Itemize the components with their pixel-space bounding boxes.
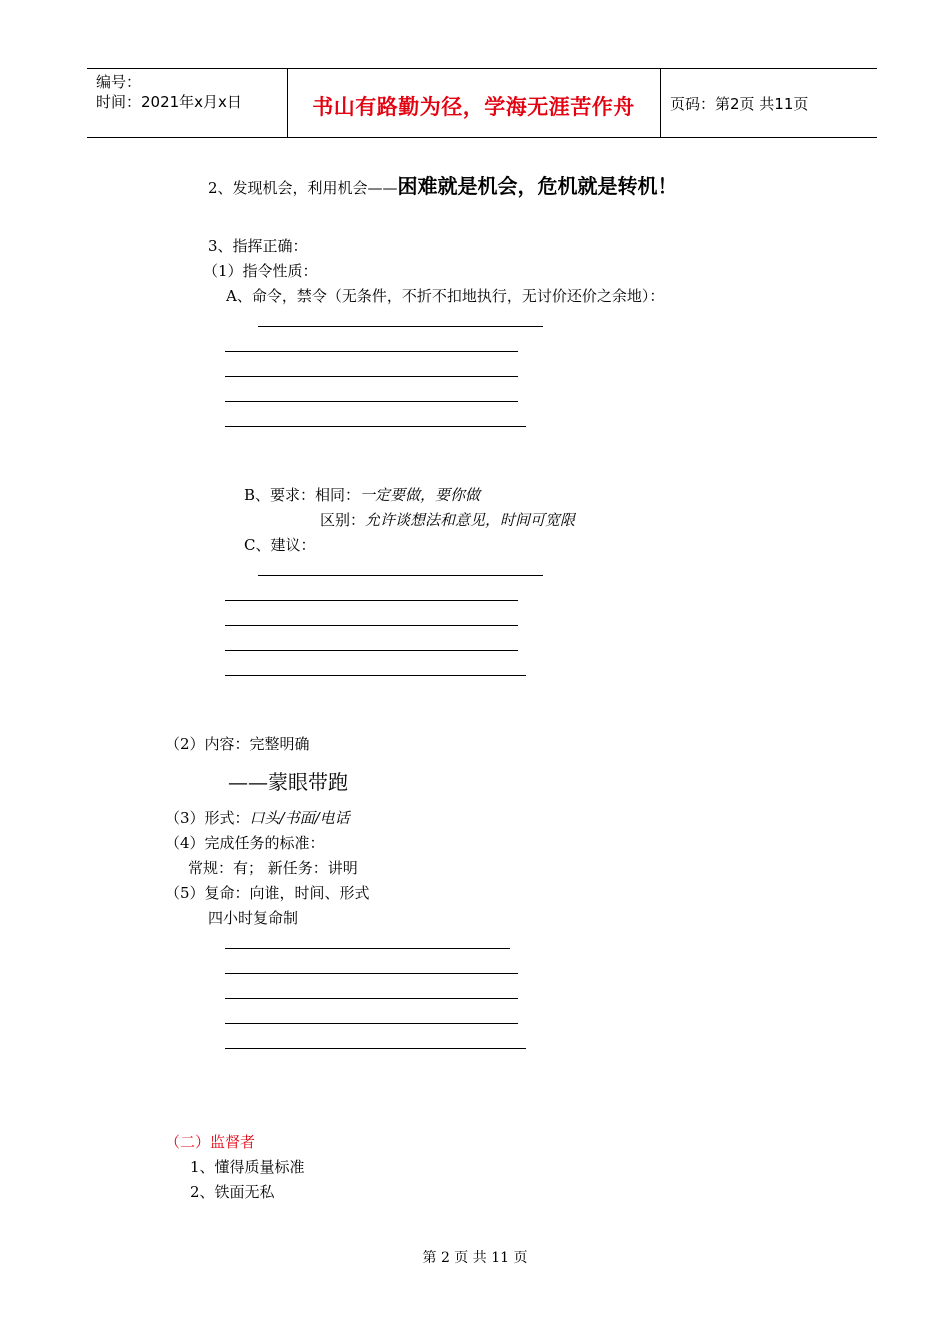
header-motto-cell	[287, 69, 661, 137]
item-2	[208, 176, 678, 198]
sub-4-detail: 常规：有； 新任务：讲明	[188, 859, 358, 877]
item-2-prefix: 2、发现机会，利用机会——	[208, 179, 398, 197]
section-2-item-1: 1、懂得质量标准	[190, 1158, 305, 1176]
blank-line	[225, 1048, 526, 1049]
header-page-cell	[660, 69, 877, 137]
sub-4: （4）完成任务的标准：	[165, 834, 325, 852]
sub-3-value: 口头/书面/电话	[249, 809, 350, 827]
item-2-emphasis: 困难就是机会，危机就是转机！	[397, 174, 678, 198]
blank-line	[225, 426, 526, 427]
c-label: C、建议：	[244, 536, 316, 554]
page-footer: 第 2 页 共 11 页	[422, 1250, 528, 1266]
b-diff-label: 区别：	[320, 511, 366, 529]
blank-line	[258, 575, 543, 576]
blank-line	[225, 376, 518, 377]
sub-1-title: （1）指令性质：	[203, 262, 318, 280]
b-label: B、要求：相同：	[244, 486, 361, 504]
blank-line	[225, 600, 518, 601]
time-label: 时间：2021年x月x日	[96, 93, 242, 111]
section-2-title: （二）监督者	[165, 1133, 256, 1151]
document-header	[87, 68, 877, 138]
blank-line	[225, 625, 518, 626]
serial-label: 编号：	[96, 73, 142, 91]
sub-3-label: （3）形式：	[165, 809, 250, 827]
sub-3	[165, 808, 350, 828]
blank-line	[258, 326, 543, 327]
blank-line	[225, 1023, 518, 1024]
blank-line	[225, 973, 518, 974]
page-info: 页码：第2页 共11页	[670, 95, 809, 113]
blank-line	[225, 650, 518, 651]
header-meta-cell	[87, 69, 288, 137]
item-3-title: 3、指挥正确：	[208, 237, 308, 255]
b-diff-line	[320, 510, 575, 530]
sub-5-detail: 四小时复命制	[208, 909, 299, 927]
b-same: 一定要做，要你做	[360, 486, 481, 504]
section-2-item-2: 2、铁面无私	[190, 1183, 275, 1201]
blank-line	[225, 351, 518, 352]
sub-5: （5）复命：向谁，时间、形式	[165, 884, 370, 902]
sub-2: （2）内容：完整明确	[165, 735, 310, 753]
blank-line	[225, 948, 510, 949]
blank-line	[225, 401, 518, 402]
blank-line	[225, 998, 518, 999]
sub-2-motto: ——蒙眼带跑	[228, 770, 348, 794]
b-diff: 允许谈想法和意见，时间可宽限	[365, 511, 576, 529]
b-line	[244, 485, 480, 505]
a-line: A、命令，禁令（无条件，不折不扣地执行，无讨价还价之余地）：	[226, 287, 665, 305]
motto: 书山有路勤为径，学海无涯苦作舟	[312, 95, 635, 119]
blank-line	[225, 675, 526, 676]
